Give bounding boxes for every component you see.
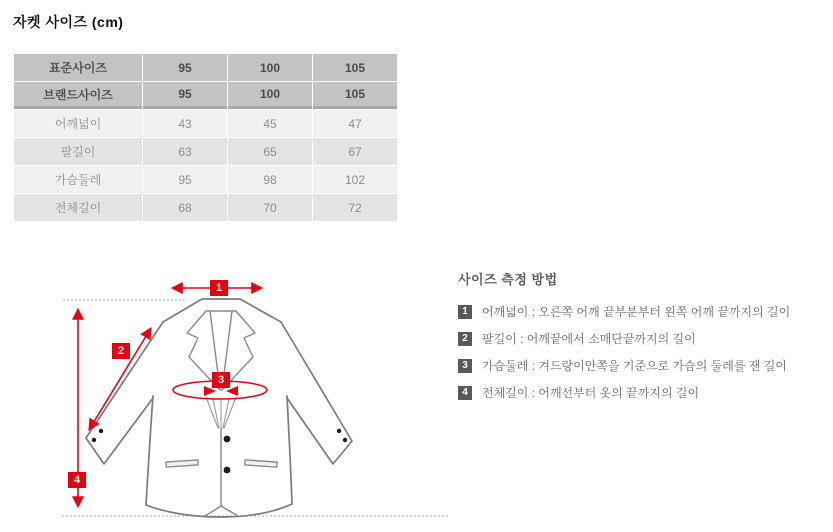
measure-guide-title: 사이즈 측정 방법 [458,272,558,287]
table-cell: 98 [228,166,312,193]
table-cell: 65 [228,138,312,165]
row-label: 브랜드사이즈 [14,82,142,109]
table-cell: 100 [228,54,312,81]
list-item [458,386,826,400]
table-cell: 47 [313,110,397,137]
list-item [458,305,826,319]
table-cell: 45 [228,110,312,137]
guide-item-text: 전체길이 : 어깨선부터 옷의 끝까지의 길이 [482,386,700,400]
table-cell: 43 [143,110,227,137]
table-cell: 70 [228,194,312,221]
jacket-gather-lines [206,397,236,428]
table-cell: 100 [228,82,312,109]
diagram-marker-arm: 2 [112,343,130,359]
table-cell: 67 [313,138,397,165]
table-cell: 72 [313,194,397,221]
page-title: 자켓 사이즈 (cm) [13,14,124,30]
list-item [458,332,826,346]
measure-guide [458,269,826,413]
row-label: 팔길이 [14,138,142,165]
list-item [458,359,826,373]
row-label: 어깨넓이 [14,110,142,137]
table-cell: 63 [143,138,227,165]
diagram-marker-shoulder: 1 [210,280,228,296]
table-cell: 102 [313,166,397,193]
table-cell: 68 [143,194,227,221]
guide-item-text: 가슴둘레 : 겨드랑이안쪽을 기준으로 가슴의 둘레를 잰 길이 [482,359,787,373]
guide-number-badge: 1 [458,305,472,319]
jacket-outline-icon [86,299,352,517]
guide-number-badge: 3 [458,359,472,373]
diagram-marker-chest: 3 [212,372,230,388]
table-cell: 105 [313,82,397,109]
row-label: 전체길이 [14,194,142,221]
jacket-pocket-left [166,460,198,467]
table-cell: 105 [313,54,397,81]
jacket-buttons [92,429,347,474]
jacket-pocket-right [245,460,277,467]
table-cell: 95 [143,166,227,193]
table-cell: 95 [143,82,227,109]
diagram-marker-length: 4 [68,472,86,488]
guide-number-badge: 4 [458,386,472,400]
table-cell: 95 [143,54,227,81]
row-label: 표준사이즈 [14,54,142,81]
guide-item-text: 어깨넓이 : 오른쪽 어깨 끝부분부터 왼쪽 어깨 끝까지의 길이 [482,305,791,319]
guide-item-text: 팔길이 : 어깨끝에서 소매단끝까지의 길이 [482,332,696,346]
guide-number-badge: 2 [458,332,472,346]
row-label: 가슴둘레 [14,166,142,193]
